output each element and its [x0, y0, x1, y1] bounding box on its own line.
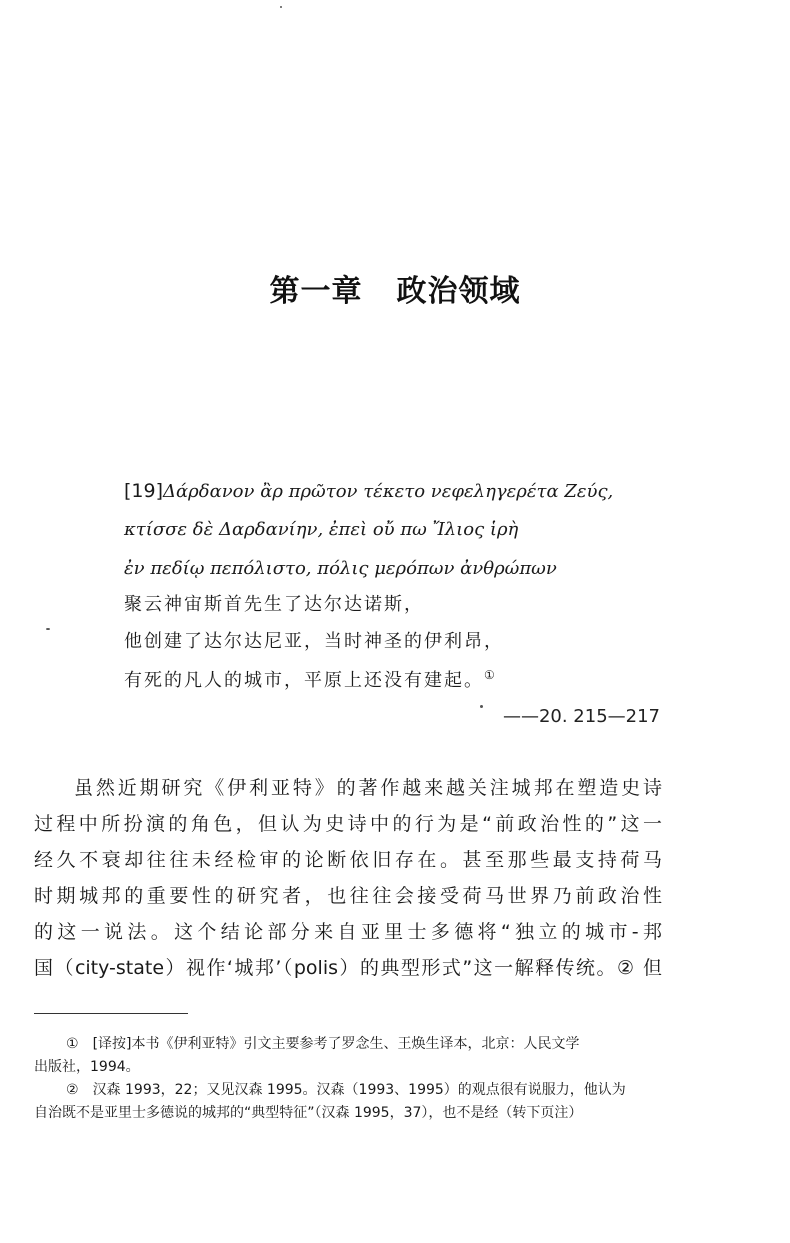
chinese-verse-text: 他创建了达尔达尼亚，当时神圣的伊利昂， — [124, 631, 504, 652]
scan-speck — [280, 6, 282, 8]
footnote-2 — [34, 1079, 662, 1102]
chinese-verse-text: 聚云神宙斯首先生了达尔达诺斯， — [124, 594, 424, 615]
footnote-ref[interactable]: ① — [484, 668, 495, 682]
line-marker: [19] — [124, 480, 164, 502]
footnote-mark: ② — [66, 1082, 79, 1098]
chapter-heading — [0, 266, 790, 310]
footnote-text: 出版社，1994。 — [34, 1059, 140, 1075]
greek-verse-text: Δάρδανον ἂρ πρῶτον τέκετο νεφεληγερέτα Ζεύς, — [163, 481, 614, 502]
footnote-divider — [34, 1013, 188, 1014]
epigraph-chinese-line — [124, 633, 504, 651]
body-line: 国（city-state）视作‘城邦’（polis）的典型形式”这一解释传统。② 但 — [34, 957, 662, 979]
chapter-number: 第一章 — [269, 274, 363, 309]
body-line: 时期城邦的重要性的研究者，也往往会接受荷马世界乃前政治性 — [34, 885, 662, 907]
body-paragraph — [34, 770, 662, 986]
chinese-verse-text: 有死的凡人的城市，平原上还没有建起。 — [124, 670, 484, 691]
body-line: 的这一说法。这个结论部分来自亚里士多德将“独立的城市-邦 — [34, 921, 662, 943]
epigraph-greek-line — [124, 482, 613, 501]
greek-verse-text: ἐν πεδίῳ πεπόλιστο, πόλις μερόπων ἀνθρώπων — [124, 558, 557, 579]
epigraph-greek-line — [124, 521, 518, 539]
body-line: 经久不衰却往往未经检审的论断依旧存在。甚至那些最支持荷马 — [34, 849, 662, 871]
body-line: 过程中所扮演的角色，但认为史诗中的行为是“前政治性的”这一 — [34, 813, 662, 835]
epigraph-chinese-line — [124, 596, 424, 614]
footnotes — [34, 1033, 662, 1125]
chapter-title: 政治领域 — [396, 274, 521, 309]
footnote-1 — [34, 1033, 662, 1056]
footnote-text: 自治既不是亚里士多德说的城邦的“典型特征”（汉森 1995，37），也不是经（转下页注） — [34, 1105, 583, 1121]
scan-speck — [46, 628, 50, 630]
epigraph-citation: ——20. 215—217 — [502, 706, 660, 727]
body-line: 虽然近期研究《伊利亚特》的著作越来越关注城邦在塑造史诗 — [74, 777, 662, 799]
epigraph-greek-line — [124, 560, 557, 578]
footnote-mark: ① — [66, 1036, 79, 1052]
greek-verse-text: κτίσσε δὲ Δαρδανίην, ἐπεὶ οὔ πω Ἴλιος ἱρὴ — [124, 519, 519, 540]
footnote-text: [译按]本书《伊利亚特》引文主要参考了罗念生、王焕生译本，北京：人民文学 — [92, 1036, 580, 1052]
epigraph-chinese-line — [124, 669, 495, 690]
footnote-text: 汉森 1993，22；又见汉森 1995。汉森（1993、1995）的观点很有说服力，他认为 — [92, 1082, 626, 1098]
